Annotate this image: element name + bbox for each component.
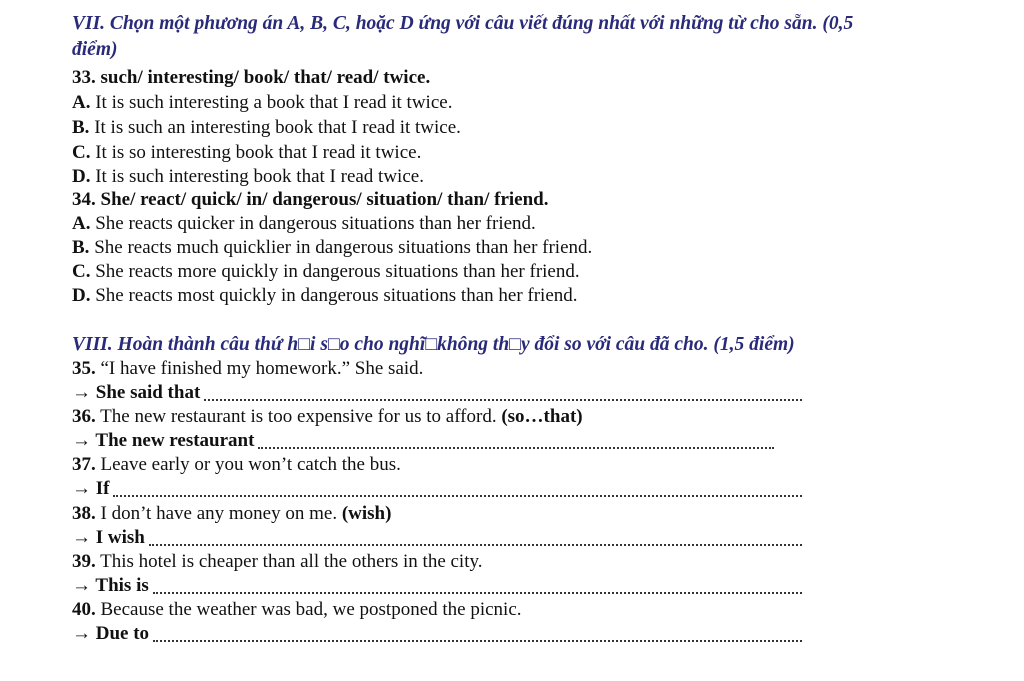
question-33-option-d [72, 165, 424, 189]
question-keyword: (wish) [341, 503, 392, 524]
question-37 [72, 453, 401, 477]
question-number: 40. [72, 599, 96, 620]
answer-prefix: → I wish [72, 527, 145, 548]
question-number: 35. [72, 358, 96, 379]
answer-blank[interactable] [149, 544, 802, 546]
question-34-option-b [72, 236, 592, 260]
option-text: It is such interesting book that I read twice. [90, 166, 424, 187]
section-7-title-cont: điểm) [72, 39, 118, 60]
answer-prefix: → This is [72, 575, 149, 596]
question-keyword: (so…that) [501, 406, 583, 427]
option-letter: C. [72, 261, 91, 282]
answer-37-line [72, 477, 802, 501]
question-text: “I have finished my homework.” She said. [95, 358, 424, 379]
question-text: Leave early or you won’t catch the bus. [95, 454, 401, 475]
option-text: She reacts most quickly in dangerous situations than her friend. [90, 285, 578, 306]
question-36 [72, 405, 583, 429]
question-39 [72, 550, 483, 574]
question-35 [72, 357, 423, 381]
question-number: 38. [72, 503, 96, 524]
option-text: It is so interesting book that I read it twice. [90, 142, 422, 163]
option-letter: B. [72, 117, 90, 138]
answer-40-line [72, 622, 802, 646]
answer-prefix: → If [72, 478, 110, 499]
option-letter: B. [72, 237, 90, 258]
question-number: 39. [72, 551, 96, 572]
answer-blank[interactable] [153, 640, 802, 642]
question-38 [72, 502, 391, 526]
answer-blank[interactable] [113, 495, 802, 497]
question-34-option-d [72, 284, 578, 308]
question-number: 36. [72, 406, 96, 427]
question-33-stem: 33. such/ interesting/ book/ that/ read/ twice. [72, 67, 431, 88]
answer-prefix: → The new restaurant [72, 430, 255, 451]
question-text: I don’t have any money on me. [95, 503, 342, 524]
option-text: She reacts much quicklier in dangerous situations than her friend. [89, 237, 593, 258]
option-text: She reacts more quickly in dangerous situations than her friend. [90, 261, 580, 282]
question-34-option-a [72, 212, 536, 236]
question-33-option-b [72, 116, 461, 140]
question-34-option-c [72, 260, 580, 284]
option-letter: A. [72, 213, 91, 234]
option-letter: D. [72, 166, 91, 187]
answer-39-line [72, 574, 802, 598]
option-text: She reacts quicker in dangerous situations than her friend. [90, 213, 536, 234]
section-7-title: VII. Chọn một phương án A, B, C, hoặc D ứng với câu viết đúng nhất với những từ cho sẵn. (0,5 [72, 13, 854, 34]
question-text: This hotel is cheaper than all the others in the city. [95, 551, 483, 572]
question-number: 37. [72, 454, 96, 475]
question-34-stem: 34. She/ react/ quick/ in/ dangerous/ situation/ than/ friend. [72, 189, 549, 210]
option-text: It is such an interesting book that I read it twice. [89, 117, 461, 138]
option-letter: C. [72, 142, 91, 163]
section-8-title: VIII. Hoàn thành câu thứ h□i s□o cho nghĩ□không th□y đổi so với câu đã cho. (1,5 điểm) [72, 334, 795, 355]
question-33-option-a [72, 91, 452, 115]
question-33-option-c [72, 141, 421, 165]
answer-38-line [72, 526, 802, 550]
answer-blank[interactable] [204, 399, 802, 401]
option-text: It is such interesting a book that I read it twice. [90, 92, 453, 113]
answer-36-line [72, 429, 774, 453]
answer-prefix: → She said that [72, 382, 201, 403]
question-text: Because the weather was bad, we postponed the picnic. [95, 599, 522, 620]
option-letter: A. [72, 92, 91, 113]
answer-blank[interactable] [153, 592, 802, 594]
question-40 [72, 598, 522, 622]
answer-prefix: → Due to [72, 623, 150, 644]
option-letter: D. [72, 285, 91, 306]
question-text: The new restaurant is too expensive for us to afford. [95, 406, 502, 427]
answer-35-line [72, 381, 802, 405]
answer-blank[interactable] [258, 447, 774, 449]
